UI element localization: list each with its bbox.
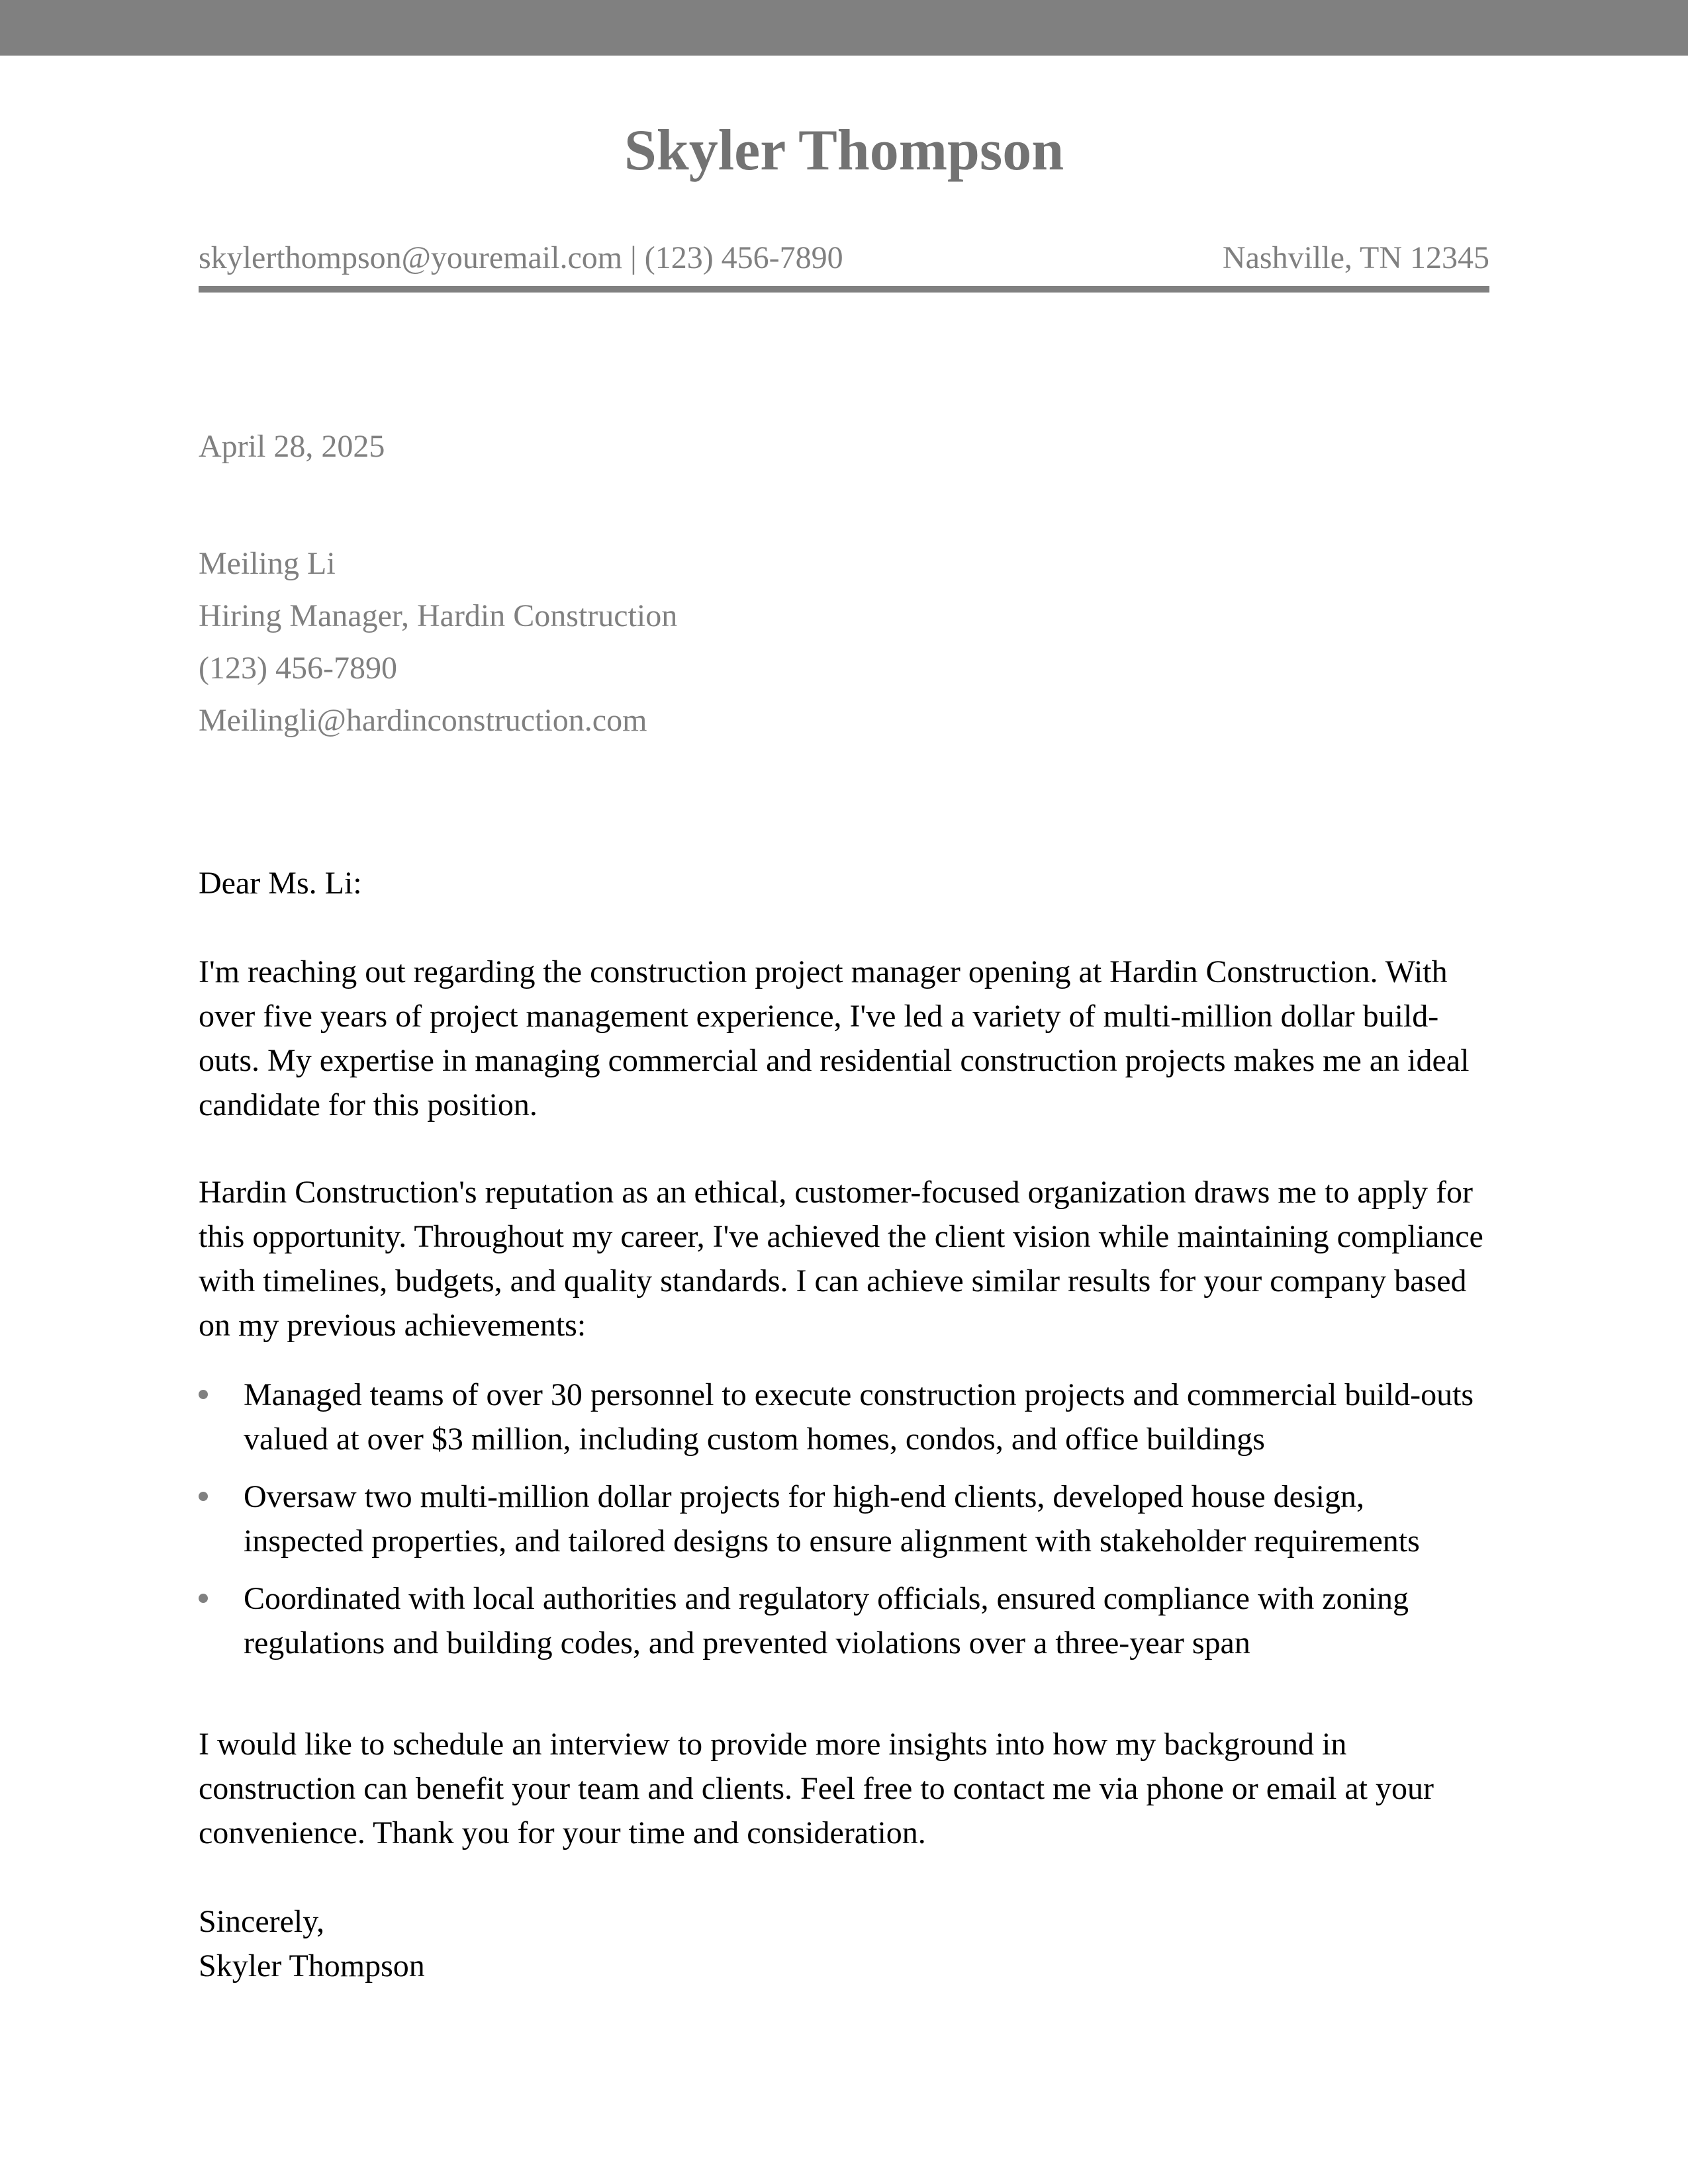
paragraph-closing: I would like to schedule an interview to provide more insights into how my background in construction can benefit your team and clients. Feel free to contact me via phone or email at your convenience. Thank you for your time and consideration. xyxy=(199,1727,1434,1850)
list-item xyxy=(199,1475,1489,1563)
recipient-phone: (123) 456-7890 xyxy=(199,651,397,686)
salutation: Dear Ms. Li: xyxy=(199,866,362,901)
closing-block xyxy=(199,1899,1489,1988)
header-band xyxy=(0,0,1688,56)
list-item xyxy=(199,1373,1489,1461)
sender-name: Skyler Thompson xyxy=(624,118,1064,183)
recipient-block xyxy=(199,537,677,747)
achievements-list xyxy=(199,1373,1489,1678)
bullet-dot-icon xyxy=(199,1390,208,1399)
bullet-dot-icon xyxy=(199,1492,208,1501)
achievement-text: Managed teams of over 30 personnel to execute construction projects and commercial build-outs valued at over $3 million, including custom homes, condos, and office buildings xyxy=(244,1377,1474,1457)
achievement-text: Oversaw two multi-million dollar projects for high-end clients, developed house design, inspected properties, and tailored designs to ensure alignment with stakeholder requirements xyxy=(244,1479,1420,1559)
letter-date: April 28, 2025 xyxy=(199,429,385,464)
recipient-email: Meilingli@hardinconstruction.com xyxy=(199,703,647,738)
header-divider xyxy=(199,286,1489,293)
sender-location: Nashville, TN 12345 xyxy=(1222,240,1489,275)
achievement-text: Coordinated with local authorities and regulatory officials, ensured compliance with zoning regulations and building codes, and prevented violations over a three-year span xyxy=(244,1581,1409,1661)
recipient-name: Meiling Li xyxy=(199,546,336,581)
list-item xyxy=(199,1576,1489,1665)
sender-contact-row xyxy=(199,240,1489,277)
bullet-dot-icon xyxy=(199,1594,208,1603)
paragraph-motivation: Hardin Construction's reputation as an ethical, customer-focused organization draws me to apply for this opportunity. Throughout my career, I've achieved the client vision while maintaining compliance with timelines, budgets, and quality standards. I can achieve similar results for your company based on my previous achievements: xyxy=(199,1175,1483,1343)
sender-email-phone: skylerthompson@youremail.com | (123) 456-7890 xyxy=(199,240,843,275)
paragraph-intro: I'm reaching out regarding the construction project manager opening at Hardin Construction. With over five years of project management experience, I've led a variety of multi-million dollar build-outs. My expertise in managing commercial and residential construction projects makes me an ideal candidate for this position. xyxy=(199,954,1470,1122)
signature-name: Skyler Thompson xyxy=(199,1948,425,1983)
recipient-title: Hiring Manager, Hardin Construction xyxy=(199,598,678,633)
valediction: Sincerely, xyxy=(199,1904,325,1939)
